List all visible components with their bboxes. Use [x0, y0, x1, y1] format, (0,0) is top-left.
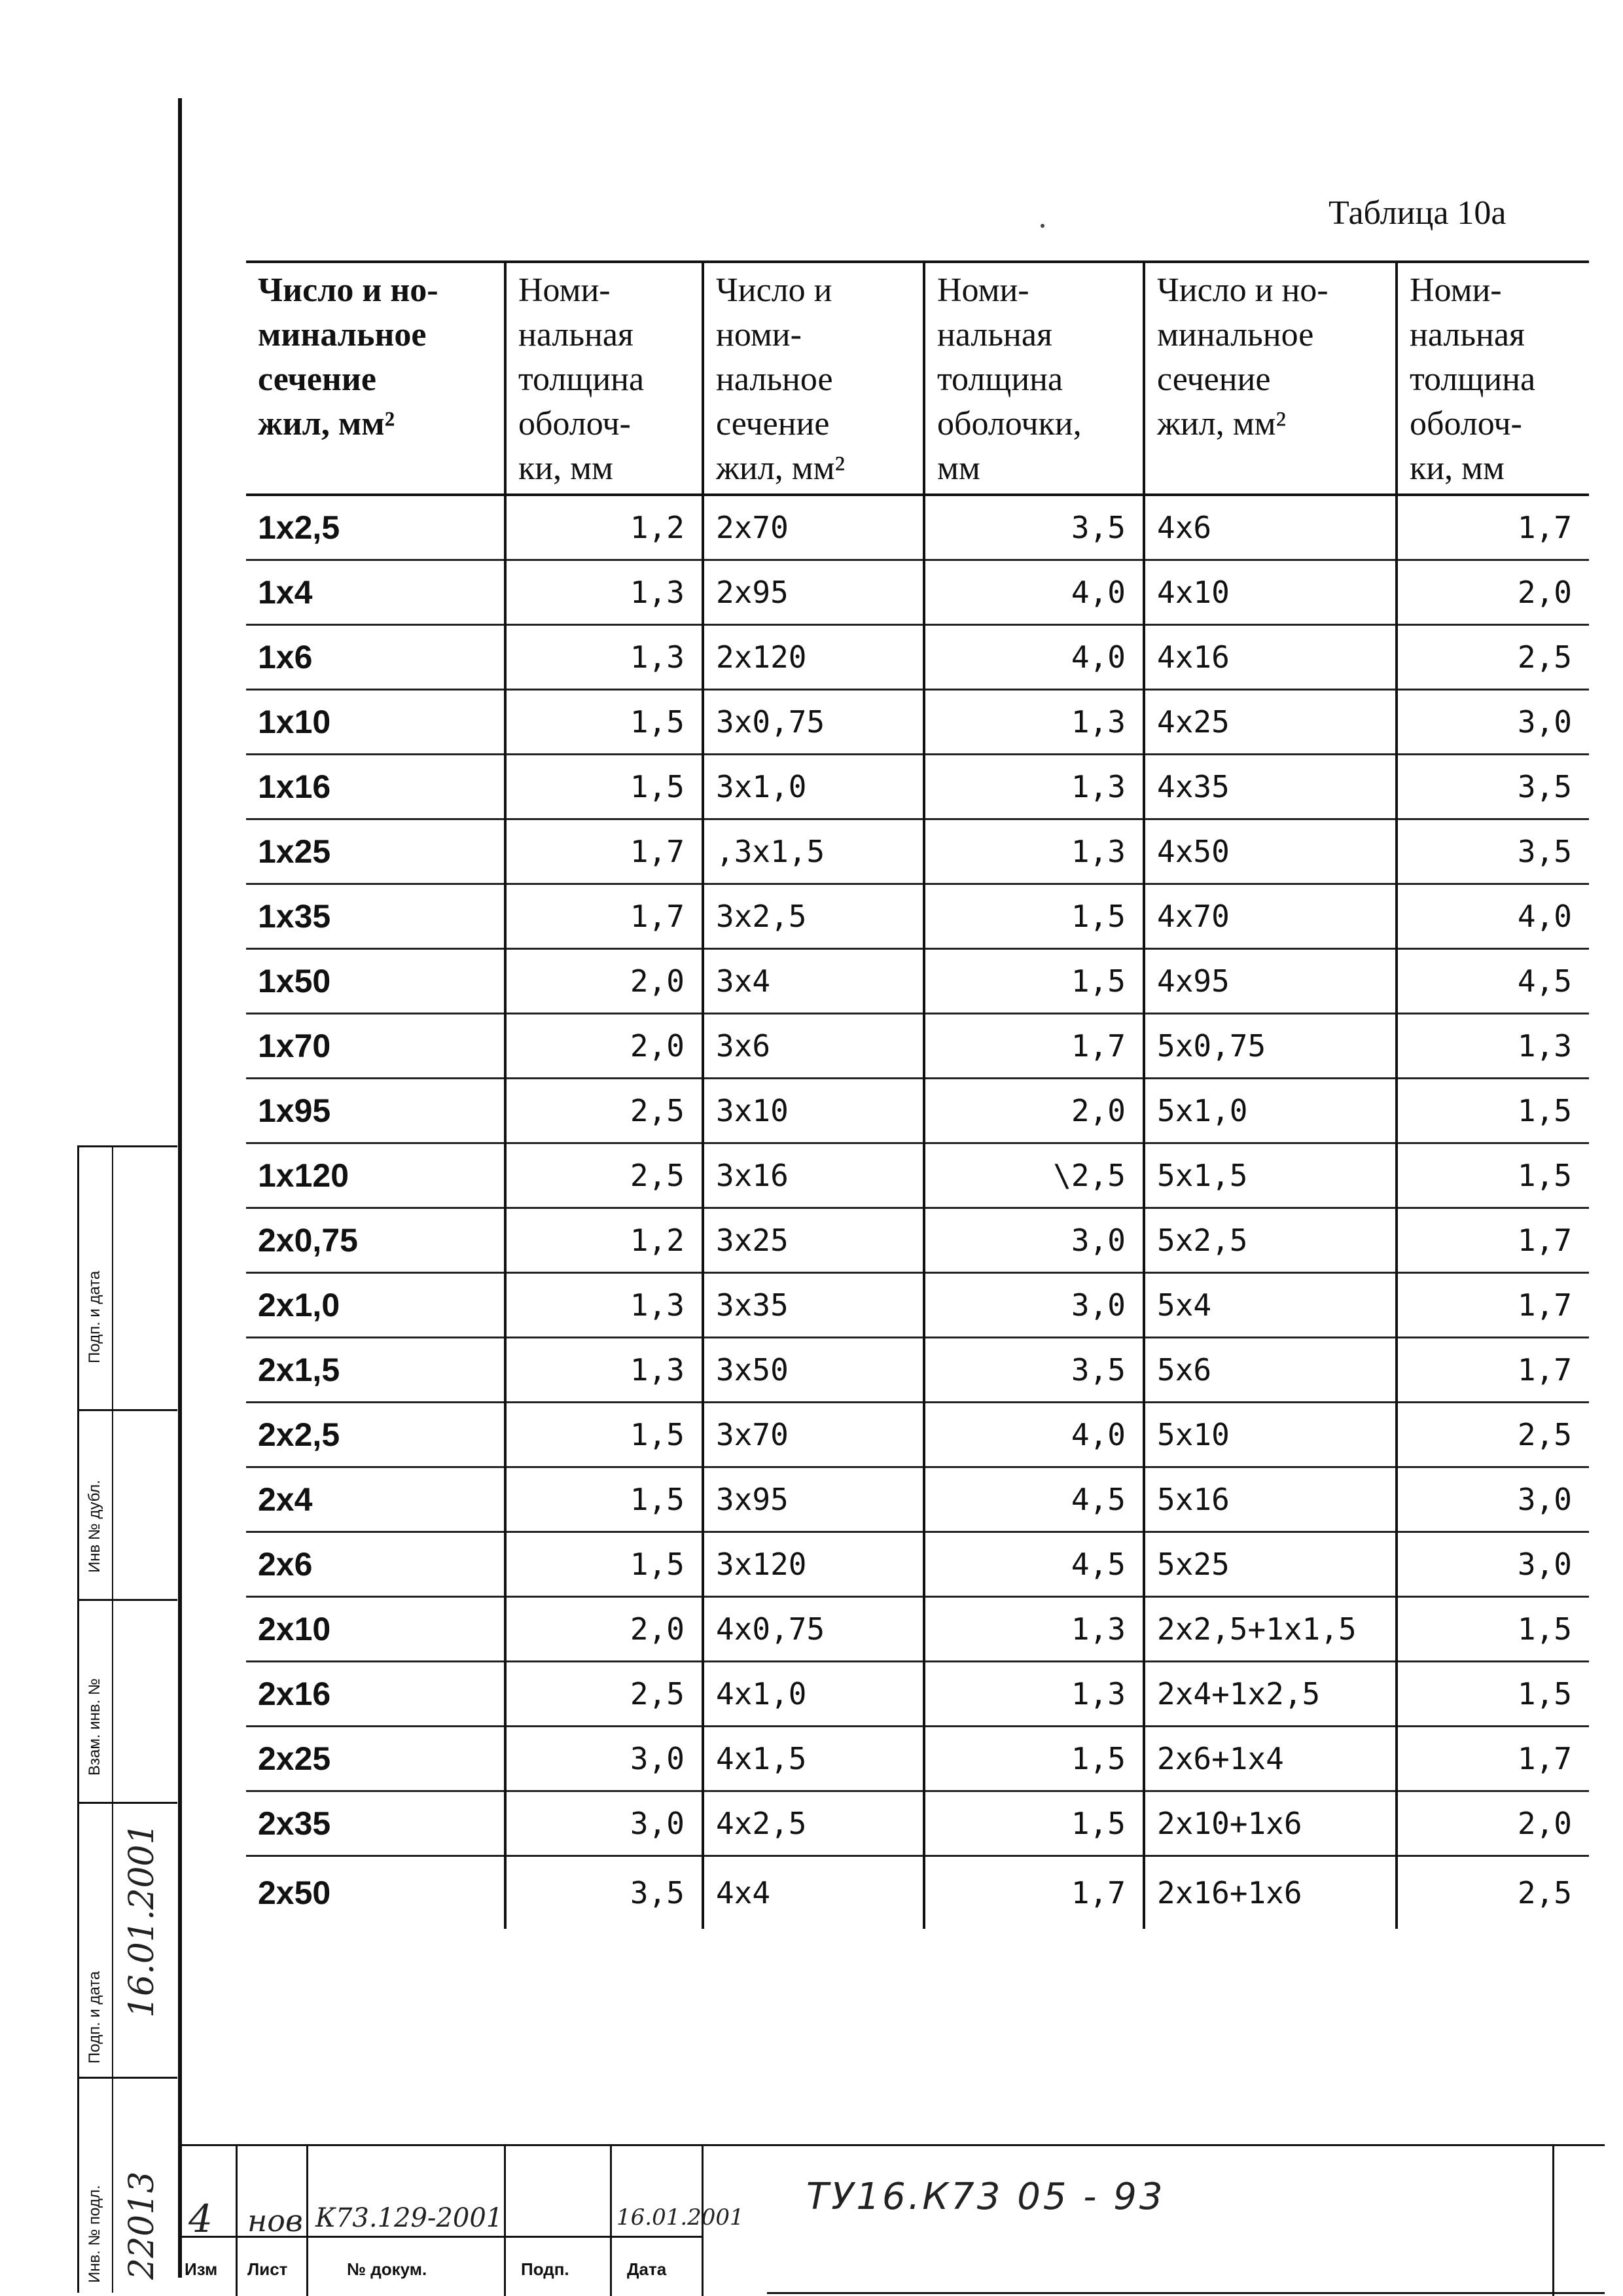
cell-conductor-size: 1x50 — [246, 949, 505, 1014]
cell-conductor-size: 2x16+1x6 — [1144, 1856, 1397, 1929]
table-row — [246, 560, 1589, 625]
cell-sheath-thickness: 1,3 — [1397, 1014, 1589, 1079]
cell-sheath-thickness: 1,7 — [1397, 1727, 1589, 1791]
cell-sheath-thickness: 1,5 — [924, 884, 1144, 949]
cell-conductor-size: 2x4 — [246, 1467, 505, 1532]
cell-conductor-size: 4x10 — [1144, 560, 1397, 625]
scan-speck — [1041, 224, 1044, 228]
cell-sheath-thickness: 3,0 — [924, 1208, 1144, 1273]
cell-sheath-thickness: 1,7 — [924, 1856, 1144, 1929]
cell-conductor-size: 5x0,75 — [1144, 1014, 1397, 1079]
cell-sheath-thickness: 3,5 — [924, 1338, 1144, 1403]
cell-sheath-thickness: 1,3 — [924, 690, 1144, 755]
table-row — [246, 1403, 1589, 1467]
cell-conductor-size: 3x50 — [703, 1338, 924, 1403]
table-row — [246, 690, 1589, 755]
cell-conductor-size: 3x4 — [703, 949, 924, 1014]
table-row — [246, 1662, 1589, 1727]
header-cell: Номи- нальная толщина оболоч- ки, мм — [505, 262, 703, 495]
cell-conductor-size: 5x2,5 — [1144, 1208, 1397, 1273]
cell-sheath-thickness: 1,5 — [505, 1532, 703, 1597]
cell-sheath-thickness: 1,7 — [1397, 495, 1589, 560]
title-block-divider — [504, 2144, 506, 2296]
header-cell: Число и номи- нальное сечение жил, мм² — [703, 262, 924, 495]
cell-conductor-size: 3x2,5 — [703, 884, 924, 949]
cell-conductor-size: 1x35 — [246, 884, 505, 949]
cell-conductor-size: 2x70 — [703, 495, 924, 560]
cell-sheath-thickness: 1,5 — [1397, 1079, 1589, 1143]
cell-conductor-size: 5x4 — [1144, 1273, 1397, 1338]
cell-conductor-size: 2x25 — [246, 1727, 505, 1791]
table-row — [246, 1467, 1589, 1532]
cell-conductor-size: 2x0,75 — [246, 1208, 505, 1273]
cell-sheath-thickness: 3,0 — [505, 1727, 703, 1791]
sheet-mark: нов — [247, 2203, 303, 2238]
cell-conductor-size: 1x16 — [246, 755, 505, 819]
cell-sheath-thickness: 1,5 — [1397, 1662, 1589, 1727]
cell-sheath-thickness: 1,7 — [505, 819, 703, 884]
cell-sheath-thickness: 1,5 — [924, 1727, 1144, 1791]
cell-conductor-size: 4x16 — [1144, 625, 1397, 690]
caption-change: Изм — [185, 2259, 218, 2279]
cell-sheath-thickness: 2,5 — [1397, 1856, 1589, 1929]
cell-sheath-thickness: 1,3 — [505, 560, 703, 625]
cell-conductor-size: 1x70 — [246, 1014, 505, 1079]
cell-sheath-thickness: 4,0 — [924, 1403, 1144, 1467]
cell-conductor-size: 4x6 — [1144, 495, 1397, 560]
cell-conductor-size: 2x2,5 — [246, 1403, 505, 1467]
spec-table — [246, 260, 1589, 1929]
document-code: ТУ16.К73 05 - 93 — [806, 2176, 1166, 2218]
cell-sheath-thickness: 2,5 — [1397, 625, 1589, 690]
table-row — [246, 1338, 1589, 1403]
cell-conductor-size: ,3x1,5 — [703, 819, 924, 884]
header-cell: Номи- нальная толщина оболочки, мм — [924, 262, 1144, 495]
cell-conductor-size: 1x2,5 — [246, 495, 505, 560]
cell-conductor-size: 1x120 — [246, 1143, 505, 1208]
cell-sheath-thickness: 2,5 — [505, 1143, 703, 1208]
cell-conductor-size: 5x1,5 — [1144, 1143, 1397, 1208]
cell-conductor-size: 3x0,75 — [703, 690, 924, 755]
cell-sheath-thickness: 4,0 — [924, 625, 1144, 690]
table-row — [246, 755, 1589, 819]
cell-conductor-size: 4x2,5 — [703, 1791, 924, 1856]
cell-sheath-thickness: 2,5 — [505, 1079, 703, 1143]
title-block-divider — [610, 2144, 612, 2296]
header-cell: Номи- нальная толщина оболоч- ки, мм — [1397, 262, 1589, 495]
table-row — [246, 1727, 1589, 1791]
table-row — [246, 1143, 1589, 1208]
cell-conductor-size: 2x10 — [246, 1597, 505, 1662]
cell-sheath-thickness: 1,2 — [505, 1208, 703, 1273]
cell-sheath-thickness: 1,7 — [1397, 1338, 1589, 1403]
cell-conductor-size: 2x6 — [246, 1532, 505, 1597]
cell-sheath-thickness: 1,7 — [1397, 1208, 1589, 1273]
caption-doc-number: № докум. — [347, 2259, 427, 2279]
caption-signature: Подп. — [521, 2259, 569, 2279]
header-cell: Число и но- минальное сечение жил, мм² — [1144, 262, 1397, 495]
title-block-top-line — [178, 2144, 1605, 2146]
cell-sheath-thickness: 1,5 — [1397, 1143, 1589, 1208]
cell-sheath-thickness: 3,0 — [924, 1273, 1144, 1338]
cell-sheath-thickness: \2,5 — [924, 1143, 1144, 1208]
cell-sheath-thickness: 2,5 — [1397, 1403, 1589, 1467]
cell-sheath-thickness: 1,3 — [924, 1662, 1144, 1727]
page-frame-left-line — [178, 98, 182, 2278]
margin-label-sign-date: Подп. и дата — [86, 1270, 103, 1363]
cell-sheath-thickness: 3,0 — [505, 1791, 703, 1856]
cell-sheath-thickness: 1,7 — [924, 1014, 1144, 1079]
cell-sheath-thickness: 3,0 — [1397, 1532, 1589, 1597]
cell-conductor-size: 3x95 — [703, 1467, 924, 1532]
cell-sheath-thickness: 1,7 — [1397, 1273, 1589, 1338]
table-row — [246, 884, 1589, 949]
margin-label-dup-inventory: Инв № дубл. — [86, 1480, 103, 1573]
table-row — [246, 1014, 1589, 1079]
cell-sheath-thickness: 1,3 — [924, 755, 1144, 819]
cell-conductor-size: 5x25 — [1144, 1532, 1397, 1597]
caption-date: Дата — [627, 2259, 667, 2279]
cell-sheath-thickness: 2,0 — [924, 1079, 1144, 1143]
table-row — [246, 1856, 1589, 1929]
cell-conductor-size: 4x4 — [703, 1856, 924, 1929]
cell-sheath-thickness: 1,5 — [505, 1403, 703, 1467]
cell-sheath-thickness: 2,0 — [1397, 1791, 1589, 1856]
cell-sheath-thickness: 3,5 — [924, 495, 1144, 560]
cell-conductor-size: 5x1,0 — [1144, 1079, 1397, 1143]
cell-conductor-size: 5x16 — [1144, 1467, 1397, 1532]
cell-conductor-size: 2x95 — [703, 560, 924, 625]
caption-sheet: Лист — [247, 2259, 288, 2279]
cell-conductor-size: 3x1,0 — [703, 755, 924, 819]
margin-cell-line — [79, 2077, 177, 2079]
cell-sheath-thickness: 4,0 — [1397, 884, 1589, 949]
cell-conductor-size: 4x35 — [1144, 755, 1397, 819]
cell-conductor-size: 4x25 — [1144, 690, 1397, 755]
cell-sheath-thickness: 1,5 — [505, 755, 703, 819]
cell-conductor-size: 1x6 — [246, 625, 505, 690]
margin-cell-line — [79, 1802, 177, 1804]
cell-conductor-size: 4x0,75 — [703, 1597, 924, 1662]
table-row — [246, 1532, 1589, 1597]
margin-cell-line — [79, 1409, 177, 1411]
table-row — [246, 1208, 1589, 1273]
cell-sheath-thickness: 1,5 — [924, 1791, 1144, 1856]
cell-conductor-size: 3x25 — [703, 1208, 924, 1273]
cell-conductor-size: 2x2,5+1x1,5 — [1144, 1597, 1397, 1662]
cell-sheath-thickness: 4,0 — [924, 560, 1144, 625]
table-row — [246, 949, 1589, 1014]
margin-cell-line — [79, 1599, 177, 1601]
cell-conductor-size: 4x1,5 — [703, 1727, 924, 1791]
cell-conductor-size: 3x35 — [703, 1273, 924, 1338]
cell-sheath-thickness: 4,5 — [924, 1467, 1144, 1532]
cell-sheath-thickness: 4,5 — [1397, 949, 1589, 1014]
cell-sheath-thickness: 3,5 — [1397, 755, 1589, 819]
cell-conductor-size: 5x6 — [1144, 1338, 1397, 1403]
cell-conductor-size: 2x35 — [246, 1791, 505, 1856]
cell-conductor-size: 2x4+1x2,5 — [1144, 1662, 1397, 1727]
title-block-divider — [236, 2144, 238, 2296]
cell-sheath-thickness: 3,5 — [1397, 819, 1589, 884]
cell-conductor-size: 2x120 — [703, 625, 924, 690]
table-row — [246, 1079, 1589, 1143]
margin-label-sign-date-2: Подп. и дата — [86, 1971, 103, 2064]
cell-sheath-thickness: 1,3 — [924, 1597, 1144, 1662]
cell-sheath-thickness: 3,0 — [1397, 690, 1589, 755]
cell-conductor-size: 3x10 — [703, 1079, 924, 1143]
cell-conductor-size: 4x50 — [1144, 819, 1397, 884]
table-row — [246, 1597, 1589, 1662]
cell-conductor-size: 3x16 — [703, 1143, 924, 1208]
cell-sheath-thickness: 1,3 — [924, 819, 1144, 884]
cell-sheath-thickness: 1,5 — [1397, 1597, 1589, 1662]
table-row — [246, 819, 1589, 884]
cell-conductor-size: 2x1,5 — [246, 1338, 505, 1403]
cell-conductor-size: 2x50 — [258, 1874, 331, 1911]
cell-conductor-size: 1x4 — [246, 560, 505, 625]
table-title: Таблица 10а — [1329, 194, 1507, 232]
cell-conductor-size: 2x16 — [246, 1662, 505, 1727]
cell-conductor-size: 3x120 — [703, 1532, 924, 1597]
cell-conductor-size: 2x6+1x4 — [1144, 1727, 1397, 1791]
margin-divider — [112, 1147, 113, 2293]
cell-sheath-thickness: 2,0 — [505, 1597, 703, 1662]
table-row — [246, 1273, 1589, 1338]
cell-sheath-thickness: 2,0 — [505, 1014, 703, 1079]
cell-conductor-size: 2x10+1x6 — [1144, 1791, 1397, 1856]
table-header-row — [246, 262, 1589, 495]
cell-conductor-size: 4x70 — [1144, 884, 1397, 949]
margin-label-replacement-inventory: Взам. инв. № — [86, 1678, 103, 1776]
margin-handwritten-date: 16.01.2001 — [122, 1823, 162, 2018]
margin-label-original-inventory: Инв. № подл. — [86, 2185, 103, 2283]
cell-sheath-thickness: 1,3 — [505, 625, 703, 690]
cell-sheath-thickness: 2,0 — [505, 949, 703, 1014]
cell-conductor-size: 1x95 — [246, 1079, 505, 1143]
table-row — [246, 495, 1589, 560]
cell-conductor-size: 2x1,0 — [246, 1273, 505, 1338]
title-block-bottom-line — [767, 2292, 1605, 2294]
margin-handwritten-number: 22013 — [122, 2171, 162, 2280]
cell-sheath-thickness: 1,5 — [924, 949, 1144, 1014]
cell-sheath-thickness: 1,3 — [505, 1273, 703, 1338]
title-block-divider — [1552, 2144, 1554, 2296]
cell-sheath-thickness: 4,5 — [924, 1532, 1144, 1597]
title-block-divider — [306, 2144, 308, 2296]
cell-conductor-size: 4x95 — [1144, 949, 1397, 1014]
title-block — [178, 2144, 1605, 2296]
header-cell: Число и но- минальное сечение жил, мм² — [246, 262, 505, 495]
cell-conductor-size: 3x6 — [703, 1014, 924, 1079]
margin-stamp — [77, 1145, 177, 2293]
document-number-handwritten: К73.129-2001 — [315, 2203, 503, 2233]
cell-sheath-thickness: 3,0 — [1397, 1467, 1589, 1532]
table-row — [246, 1791, 1589, 1856]
change-number: 4 — [188, 2197, 213, 2241]
table-body — [246, 495, 1589, 1929]
cell-sheath-thickness: 1,7 — [505, 884, 703, 949]
cell-sheath-thickness: 1,5 — [505, 690, 703, 755]
cell-conductor-size: 4x1,0 — [703, 1662, 924, 1727]
cell-conductor-size: 1x25 — [246, 819, 505, 884]
cell-sheath-thickness: 1,3 — [505, 1338, 703, 1403]
cell-conductor-size: 5x10 — [1144, 1403, 1397, 1467]
cell-sheath-thickness: 1,2 — [505, 495, 703, 560]
cell-sheath-thickness: 1,5 — [505, 1467, 703, 1532]
cell-conductor-size: 3x70 — [703, 1403, 924, 1467]
table-row — [246, 625, 1589, 690]
cell-sheath-thickness: 2,0 — [1397, 560, 1589, 625]
cell-conductor-size: 1x10 — [246, 690, 505, 755]
cell-sheath-thickness: 3,5 — [505, 1856, 703, 1929]
date-handwritten: 16.01.2001 — [616, 2204, 744, 2231]
cell-sheath-thickness: 2,5 — [505, 1662, 703, 1727]
